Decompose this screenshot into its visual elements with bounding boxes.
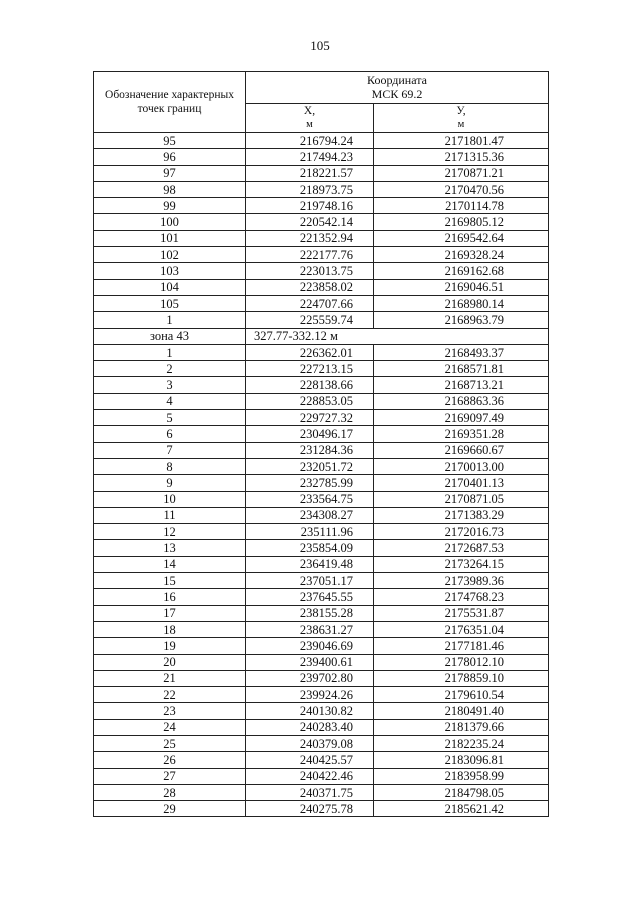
y-coordinate-cell: 2175531.87	[374, 605, 549, 621]
point-cell: 102	[94, 247, 246, 263]
point-cell: 98	[94, 181, 246, 197]
y-coordinate-cell: 2185621.42	[374, 801, 549, 817]
table-row	[94, 410, 549, 426]
table-row	[94, 540, 549, 556]
x-coordinate-cell: 219748.16	[246, 198, 374, 214]
x-coordinate-cell: 223858.02	[246, 279, 374, 295]
y-coordinate-cell: 2170470.56	[374, 181, 549, 197]
x-coordinate-cell: 233564.75	[246, 491, 374, 507]
table-row	[94, 752, 549, 768]
table-row	[94, 670, 549, 686]
point-cell: 17	[94, 605, 246, 621]
table-row	[94, 475, 549, 491]
point-cell: 95	[94, 133, 246, 149]
x-coordinate-cell: 230496.17	[246, 426, 374, 442]
y-coordinate-cell: 2169805.12	[374, 214, 549, 230]
point-cell: 12	[94, 524, 246, 540]
table-row	[94, 312, 549, 328]
point-cell: 28	[94, 784, 246, 800]
point-column-header: Обозначение характерных точек границ	[94, 72, 246, 133]
point-cell: 103	[94, 263, 246, 279]
x-coordinate-cell: 234308.27	[246, 507, 374, 523]
y-coordinate-cell: 2170114.78	[374, 198, 549, 214]
x-coordinate-cell: 217494.23	[246, 149, 374, 165]
x-coordinate-cell: 240283.40	[246, 719, 374, 735]
y-coordinate-cell: 2181379.66	[374, 719, 549, 735]
x-column-header	[246, 103, 374, 132]
point-cell: 27	[94, 768, 246, 784]
y-coordinate-cell: 2168863.36	[374, 393, 549, 409]
point-cell: 3	[94, 377, 246, 393]
x-coordinate-cell: 240275.78	[246, 801, 374, 817]
table-row	[94, 230, 549, 246]
point-cell: 22	[94, 687, 246, 703]
x-label: Х,	[303, 104, 316, 117]
x-coordinate-cell: 227213.15	[246, 361, 374, 377]
y-coordinate-cell: 2169660.67	[374, 442, 549, 458]
point-cell: 25	[94, 735, 246, 751]
y-coordinate-cell: 2170871.05	[374, 491, 549, 507]
point-cell: 29	[94, 801, 246, 817]
table-row	[94, 133, 549, 149]
table-row	[94, 377, 549, 393]
y-coordinate-cell: 2171315.36	[374, 149, 549, 165]
x-coordinate-cell: 240371.75	[246, 784, 374, 800]
table-row	[94, 507, 549, 523]
point-cell: 23	[94, 703, 246, 719]
point-cell: 4	[94, 393, 246, 409]
x-coordinate-cell: 232051.72	[246, 458, 374, 474]
y-coordinate-cell: 2177181.46	[374, 638, 549, 654]
point-cell: 2	[94, 361, 246, 377]
zone-row	[94, 328, 549, 344]
x-coordinate-cell: 240130.82	[246, 703, 374, 719]
table-row	[94, 458, 549, 474]
x-coordinate-cell: 226362.01	[246, 344, 374, 360]
page-number: 105	[310, 38, 330, 53]
point-cell: 101	[94, 230, 246, 246]
point-cell: 97	[94, 165, 246, 181]
y-coordinate-cell: 2169046.51	[374, 279, 549, 295]
table-row	[94, 573, 549, 589]
point-cell: 11	[94, 507, 246, 523]
point-cell: 100	[94, 214, 246, 230]
table-row	[94, 687, 549, 703]
y-coordinate-cell: 2169097.49	[374, 410, 549, 426]
y-coordinate-cell: 2182235.24	[374, 735, 549, 751]
table-row	[94, 768, 549, 784]
rows-before-zone	[94, 133, 549, 329]
y-coordinate-cell: 2172016.73	[374, 524, 549, 540]
table-row	[94, 198, 549, 214]
x-coordinate-cell: 218973.75	[246, 181, 374, 197]
y-coordinate-cell: 2170871.21	[374, 165, 549, 181]
y-coordinate-cell: 2183096.81	[374, 752, 549, 768]
y-coordinate-cell: 2171801.47	[374, 133, 549, 149]
table-row	[94, 621, 549, 637]
x-coordinate-cell: 224707.66	[246, 295, 374, 311]
x-coordinate-cell: 221352.94	[246, 230, 374, 246]
x-coordinate-cell: 238631.27	[246, 621, 374, 637]
x-coordinate-cell: 240379.08	[246, 735, 374, 751]
table-row	[94, 524, 549, 540]
y-coordinate-cell: 2173989.36	[374, 573, 549, 589]
x-coordinate-cell: 228138.66	[246, 377, 374, 393]
zone-elevation-range: 327.77-332.12 м	[246, 328, 549, 344]
table-row	[94, 589, 549, 605]
point-cell: 16	[94, 589, 246, 605]
x-coordinate-cell: 225559.74	[246, 312, 374, 328]
table-row	[94, 149, 549, 165]
point-cell: 6	[94, 426, 246, 442]
point-cell: 18	[94, 621, 246, 637]
y-coordinate-cell: 2172687.53	[374, 540, 549, 556]
point-cell: 1	[94, 344, 246, 360]
x-coordinate-cell: 232785.99	[246, 475, 374, 491]
x-coordinate-cell: 223013.75	[246, 263, 374, 279]
table-row	[94, 165, 549, 181]
point-cell: 104	[94, 279, 246, 295]
y-coordinate-cell: 2183958.99	[374, 768, 549, 784]
table-row	[94, 279, 549, 295]
point-cell: 14	[94, 556, 246, 572]
zone-label: зона 43	[94, 328, 246, 344]
x-coordinate-cell: 239702.80	[246, 670, 374, 686]
coordinate-title: Координата	[367, 73, 427, 88]
point-cell: 21	[94, 670, 246, 686]
x-coordinate-cell: 228853.05	[246, 393, 374, 409]
x-coordinate-cell: 235111.96	[246, 524, 374, 540]
table-row	[94, 214, 549, 230]
table-row	[94, 491, 549, 507]
point-cell: 13	[94, 540, 246, 556]
x-coordinate-cell: 240425.57	[246, 752, 374, 768]
y-coordinate-cell: 2169351.28	[374, 426, 549, 442]
point-cell: 19	[94, 638, 246, 654]
table-row	[94, 784, 549, 800]
y-coordinate-cell: 2168980.14	[374, 295, 549, 311]
coordinate-group-header	[246, 72, 549, 104]
point-cell: 10	[94, 491, 246, 507]
point-cell: 7	[94, 442, 246, 458]
point-cell: 99	[94, 198, 246, 214]
x-coordinate-cell: 237051.17	[246, 573, 374, 589]
table-row	[94, 263, 549, 279]
table-row	[94, 801, 549, 817]
table-row	[94, 605, 549, 621]
x-coordinate-cell: 216794.24	[246, 133, 374, 149]
zone-section	[94, 328, 549, 344]
y-coordinate-cell: 2176351.04	[374, 621, 549, 637]
table-row	[94, 556, 549, 572]
coordinate-system: МСК 69.2	[371, 87, 423, 102]
y-coordinate-cell: 2178012.10	[374, 654, 549, 670]
table-row	[94, 719, 549, 735]
y-coordinate-cell: 2184798.05	[374, 784, 549, 800]
x-coordinate-cell: 218221.57	[246, 165, 374, 181]
y-unit: м	[457, 118, 465, 130]
rows-after-zone	[94, 344, 549, 817]
y-coordinate-cell: 2171383.29	[374, 507, 549, 523]
y-coordinate-cell: 2168493.37	[374, 344, 549, 360]
x-coordinate-cell: 239046.69	[246, 638, 374, 654]
y-coordinate-cell: 2180491.40	[374, 703, 549, 719]
table-row	[94, 181, 549, 197]
point-cell: 15	[94, 573, 246, 589]
x-coordinate-cell: 239924.26	[246, 687, 374, 703]
table-row	[94, 295, 549, 311]
y-coordinate-cell: 2169162.68	[374, 263, 549, 279]
y-coordinate-cell: 2178859.10	[374, 670, 549, 686]
coordinates-table	[93, 71, 549, 817]
y-coordinate-cell: 2174768.23	[374, 589, 549, 605]
point-cell: 24	[94, 719, 246, 735]
y-coordinate-cell: 2168963.79	[374, 312, 549, 328]
y-coordinate-cell: 2168571.81	[374, 361, 549, 377]
x-coordinate-cell: 231284.36	[246, 442, 374, 458]
y-coordinate-cell: 2173264.15	[374, 556, 549, 572]
table-row	[94, 735, 549, 751]
x-coordinate-cell: 229727.32	[246, 410, 374, 426]
point-cell: 5	[94, 410, 246, 426]
y-coordinate-cell: 2179610.54	[374, 687, 549, 703]
point-cell: 20	[94, 654, 246, 670]
x-coordinate-cell: 238155.28	[246, 605, 374, 621]
x-unit: м	[306, 118, 313, 130]
table-row	[94, 654, 549, 670]
y-coordinate-cell: 2168713.21	[374, 377, 549, 393]
x-coordinate-cell: 235854.09	[246, 540, 374, 556]
y-label: У,	[456, 104, 466, 117]
x-coordinate-cell: 220542.14	[246, 214, 374, 230]
point-cell: 26	[94, 752, 246, 768]
x-coordinate-cell: 236419.48	[246, 556, 374, 572]
y-coordinate-cell: 2170401.13	[374, 475, 549, 491]
table-row	[94, 361, 549, 377]
point-cell: 9	[94, 475, 246, 491]
table-row	[94, 442, 549, 458]
y-coordinate-cell: 2170013.00	[374, 458, 549, 474]
point-cell: 8	[94, 458, 246, 474]
table-row	[94, 703, 549, 719]
point-cell: 96	[94, 149, 246, 165]
table-row	[94, 344, 549, 360]
y-column-header	[374, 103, 549, 132]
x-coordinate-cell: 237645.55	[246, 589, 374, 605]
x-coordinate-cell: 222177.76	[246, 247, 374, 263]
x-coordinate-cell: 240422.46	[246, 768, 374, 784]
table-row	[94, 393, 549, 409]
x-coordinate-cell: 239400.61	[246, 654, 374, 670]
y-coordinate-cell: 2169328.24	[374, 247, 549, 263]
y-coordinate-cell: 2169542.64	[374, 230, 549, 246]
point-cell: 105	[94, 295, 246, 311]
table-row	[94, 247, 549, 263]
point-cell: 1	[94, 312, 246, 328]
table-row	[94, 638, 549, 654]
table-header	[94, 72, 549, 133]
table-row	[94, 426, 549, 442]
